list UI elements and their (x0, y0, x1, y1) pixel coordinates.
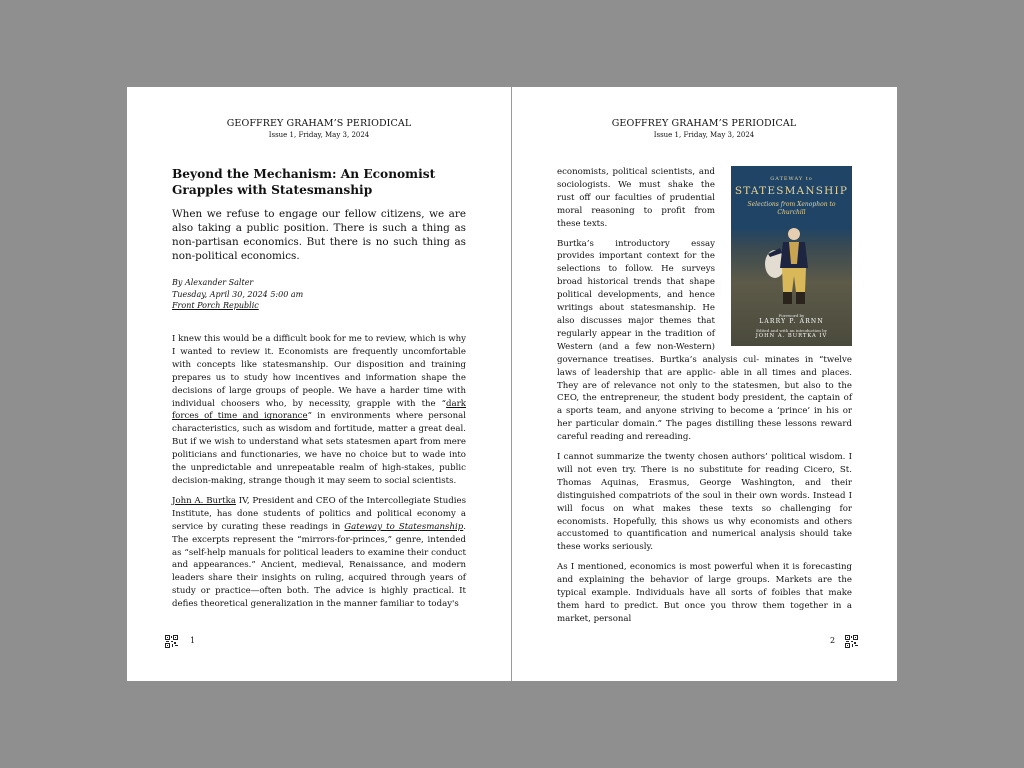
qr-code-icon (845, 635, 858, 648)
cover-author: LARRY P. ARNN (759, 318, 824, 325)
issue-line: Issue 1, Friday, May 3, 2024 (653, 131, 755, 139)
paragraph: Burtka’s introductory essay provides important context for the selections to follow. He surveys broad historical trends that shape political developments, and hence writings about statesmanship. He also discusses major themes that regularly appear in the tradition of Western (and a few non-Western) governance treatises. Burtka’s analysis cul- minates in “twelve laws of leadership that are applic- able in all times and places. They are of relevance not only to the statesmen, but also to the CEO, the entrepreneur, the student body president, the captain of a sports team, and anyone striving to become a ‘prince’ in his or her particular domain.” The pages distilling these lessons reward careful reading and rereading. (557, 238, 852, 443)
dark-forces-link[interactable]: dark forces of time and ignorance (172, 398, 466, 422)
byline (172, 277, 466, 312)
page-1 (127, 87, 511, 681)
book-link[interactable]: Gateway to Statesmanship (344, 521, 464, 532)
periodical-title: GEOFFREY GRAHAM’S PERIODICAL (226, 118, 412, 129)
article-lede: When we refuse to engage our fellow citizens, we are also taking a public position. There is such a thing as non-partisan economics. But there is no such thing as non-political economics. (172, 208, 466, 262)
paragraph: John A. Burtka IV, President and CEO of the Intercollegiate Studies Institute, has done students of politics and political economy a service by curating these readings in Gateway to Statesmanship. The excerpts represent the “mirrors-for-princes,” genre, intended as “self-help manuals for political leaders to examine their conduct and appearances.” Ancient, medieval, Renaissance, and modern leaders share their insights on ruling, acquired through years of study or practice—often both. The advice is highly practical. It defies theoretical generalization in the manner familiar to today's (172, 495, 466, 610)
cover-gateway: GATEWAY to (770, 176, 813, 182)
paragraph: I cannot summarize the twenty chosen authors’ political wisdom. I will not even try. There is no substitute for reading Cicero, St. Thomas Aquinas, Erasmus, George Washington, and their distinguished compatriots of the soul in their own words. Instead I will focus on what makes these texts so challenging for economists. Hopefully, this shows us why economists and others accustomed to quantification and numerical analysis should take these works seriously. (557, 452, 852, 553)
cover-editor-label: Edited and with an introduction by (756, 328, 827, 333)
article-title: Beyond the Mechanism: An Economist Grapples with Statesmanship (172, 167, 436, 197)
cover-title: STATESMANSHIP (734, 185, 849, 197)
portrait-illustration (765, 226, 821, 306)
page-number: 1 (190, 636, 196, 645)
article-body-right (557, 166, 852, 633)
document-spread (127, 87, 897, 681)
source-link[interactable]: Front Porch Republic (172, 301, 259, 310)
masthead (512, 118, 896, 139)
periodical-title: GEOFFREY GRAHAM’S PERIODICAL (611, 118, 797, 129)
cover-subtitle: Selections from Xenophon to Churchill (747, 201, 836, 216)
issue-line: Issue 1, Friday, May 3, 2024 (268, 131, 370, 139)
burtka-link[interactable]: John A. Burtka (172, 495, 236, 506)
book-cover-image (731, 166, 852, 346)
paragraph: I knew this would be a difficult book for me to review, which is why I wanted to review it. Economists are frequently uncomfortable with concepts like statesmanship. Our disposition and training prepares us to study how incentives and information shape the decisions of large groups of people. We have a harder time with individual choosers who, by necessity, grapple with the “dark forces of time and ignorance” in environments where personal characteristics, such as wisdom and fortitude, matter a great deal. But if we wish to understand what sets statesmen apart from mere politicians and functionaries, we have no choice but to wade into the unpredictable and unrepeatable realm of high-stakes, public decision-making, strange though it may seem to social scientists. (172, 334, 466, 486)
page-2 (512, 87, 896, 681)
author: By Alexander Salter (172, 278, 254, 287)
cover-editor: JOHN A. BURTKA IV (755, 333, 828, 339)
masthead (127, 118, 511, 139)
paragraph: economists, political scientists, and sociologists. We must shake the rust off our faculties of prudential moral reasoning to profit from these texts. (557, 167, 715, 229)
article-body-left (172, 333, 466, 618)
page-number: 2 (830, 636, 836, 645)
publish-date: Tuesday, April 30, 2024 5:00 am (172, 289, 304, 299)
qr-code-icon (165, 635, 178, 648)
cover-foreword-label: Foreword by (778, 313, 805, 318)
paragraph: As I mentioned, economics is most powerful when it is forecasting and explaining the behavior of large groups. Markets are the typical example. Individuals have all sorts of foibles that make them hard to predict. But once you throw them together in a market, personal (557, 562, 852, 624)
